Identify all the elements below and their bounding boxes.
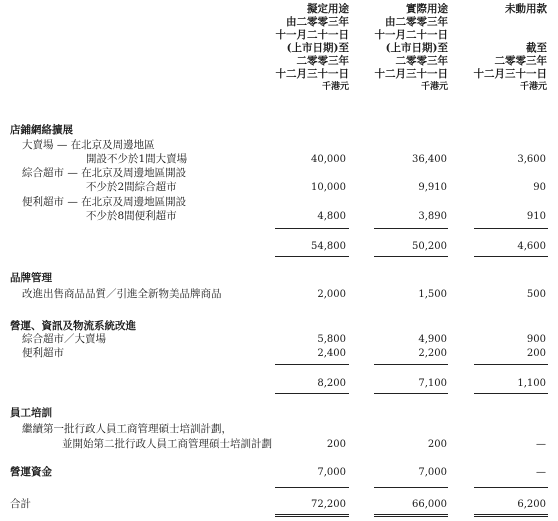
value-unused: —: [536, 467, 546, 478]
header-unused-proceeds: [427, 3, 547, 94]
header-line: 二零零三年: [494, 55, 547, 67]
value-unused: 90: [533, 182, 546, 193]
header-line: 十一月二十一日: [374, 29, 448, 41]
value-actual: 200: [427, 439, 447, 450]
value-actual: 1,500: [418, 289, 447, 300]
value-proposed: 200: [326, 439, 346, 450]
row-label-hypermarket: 大賣場 — 在北京及周邊地區: [22, 139, 155, 151]
value-unused: 200: [526, 348, 546, 359]
total-double-rule: [474, 514, 548, 517]
header-line: 擬定用途: [307, 3, 349, 15]
row-label-convenience: 便利超市 — 在北京及周邊地區開設: [22, 196, 187, 208]
value-unused: —: [536, 439, 546, 450]
header-line: 十二月三十一日: [275, 68, 349, 80]
row-label-hypermarket-cont: 開設不少於1間大賣場: [86, 153, 188, 165]
subtotal-rule: [474, 228, 548, 229]
subtotal-rule: [374, 228, 448, 229]
header-line: 未動用款: [505, 3, 547, 15]
total-actual: 66,000: [412, 499, 447, 510]
value-proposed: 5,800: [317, 334, 346, 345]
header-line: 十二月三十一日: [473, 68, 547, 80]
value-actual: 2,200: [418, 348, 447, 359]
value-unused: 500: [526, 289, 546, 300]
total-label: 合計: [10, 498, 31, 510]
value-unused: 900: [526, 334, 546, 345]
value-actual: 9,910: [418, 182, 447, 193]
section-title-brand: 品牌管理: [10, 272, 52, 284]
subtotal-rule: [275, 228, 349, 229]
value-actual: 3,890: [418, 211, 447, 222]
total-rule: [275, 487, 349, 488]
header-line: 由二零零三年: [286, 16, 349, 28]
value-actual: 7,000: [418, 467, 447, 478]
row-label-brand: 改進出售商品品質／引進全新物美品牌商品: [22, 288, 222, 300]
subtotal-rule: [275, 393, 349, 394]
value-actual: 4,900: [418, 334, 447, 345]
row-label-convenience-store: 便利超市: [22, 347, 64, 359]
header-line: 截至: [526, 42, 547, 54]
total-double-rule: [275, 514, 349, 517]
header-line: (上市日期)至: [385, 42, 448, 54]
subtotal-unused: 4,600: [517, 241, 546, 252]
header-unit: 千港元: [420, 82, 448, 92]
value-unused: 910: [526, 211, 546, 222]
header-line: 實際用途: [406, 3, 448, 15]
subtotal-rule: [474, 364, 548, 365]
row-label-supermarket: 綜合超市 — 在北京及周邊地區開設: [22, 167, 187, 179]
header-line: 二零零三年: [395, 55, 448, 67]
row-label-supermarket-cont: 不少於2間綜合超市: [86, 181, 177, 193]
subtotal-rule: [374, 393, 448, 394]
row-label-convenience-cont: 不少於8間便利超市: [86, 210, 177, 222]
section-title-training: 員工培訓: [10, 407, 52, 419]
header-line: 二零零三年: [296, 55, 349, 67]
value-proposed: 10,000: [311, 182, 346, 193]
value-proposed: 2,400: [317, 348, 346, 359]
subtotal-rule: [374, 256, 448, 257]
header-line: [427, 29, 547, 42]
section-title-operations: 營運、資訊及物流系統改進: [10, 320, 136, 332]
total-unused: 6,200: [517, 499, 546, 510]
value-unused: 3,600: [517, 154, 546, 165]
subtotal-proposed: 8,200: [317, 378, 346, 389]
value-proposed: 40,000: [311, 154, 346, 165]
total-rule: [474, 487, 548, 488]
total-rule: [374, 487, 448, 488]
subtotal-rule: [374, 364, 448, 365]
header-line: 十一月二十一日: [275, 29, 349, 41]
total-proposed: 72,200: [311, 499, 346, 510]
subtotal-rule: [275, 364, 349, 365]
value-proposed: 4,800: [317, 211, 346, 222]
value-proposed: 7,000: [317, 467, 346, 478]
subtotal-rule: [474, 393, 548, 394]
total-double-rule: [374, 514, 448, 517]
row-label-supermarket-hypermarket: 綜合超市／大賣場: [22, 333, 106, 345]
header-line: 十二月三十一日: [374, 68, 448, 80]
subtotal-proposed: 54,800: [311, 241, 346, 252]
row-label-training-cont: 並開始第二批行政人員工商管理碩士培訓計劃: [62, 438, 272, 450]
section-title-working-capital: 營運資金: [10, 466, 52, 478]
subtotal-unused: 1,100: [517, 378, 546, 389]
header-unit: 千港元: [321, 82, 349, 92]
subtotal-rule: [275, 256, 349, 257]
value-proposed: 2,000: [317, 289, 346, 300]
header-line: (上市日期)至: [286, 42, 349, 54]
value-actual: 36,400: [412, 154, 447, 165]
subtotal-rule: [474, 256, 548, 257]
subtotal-actual: 50,200: [412, 241, 447, 252]
section-title-store-expansion: 店鋪網絡擴展: [10, 124, 73, 136]
header-line: 由二零零三年: [385, 16, 448, 28]
header-unit: 千港元: [519, 82, 547, 92]
header-line: [427, 16, 547, 29]
subtotal-actual: 7,100: [418, 378, 447, 389]
row-label-training: 繼續第一批行政人員工商管理碩士培訓計劃，: [22, 423, 232, 435]
